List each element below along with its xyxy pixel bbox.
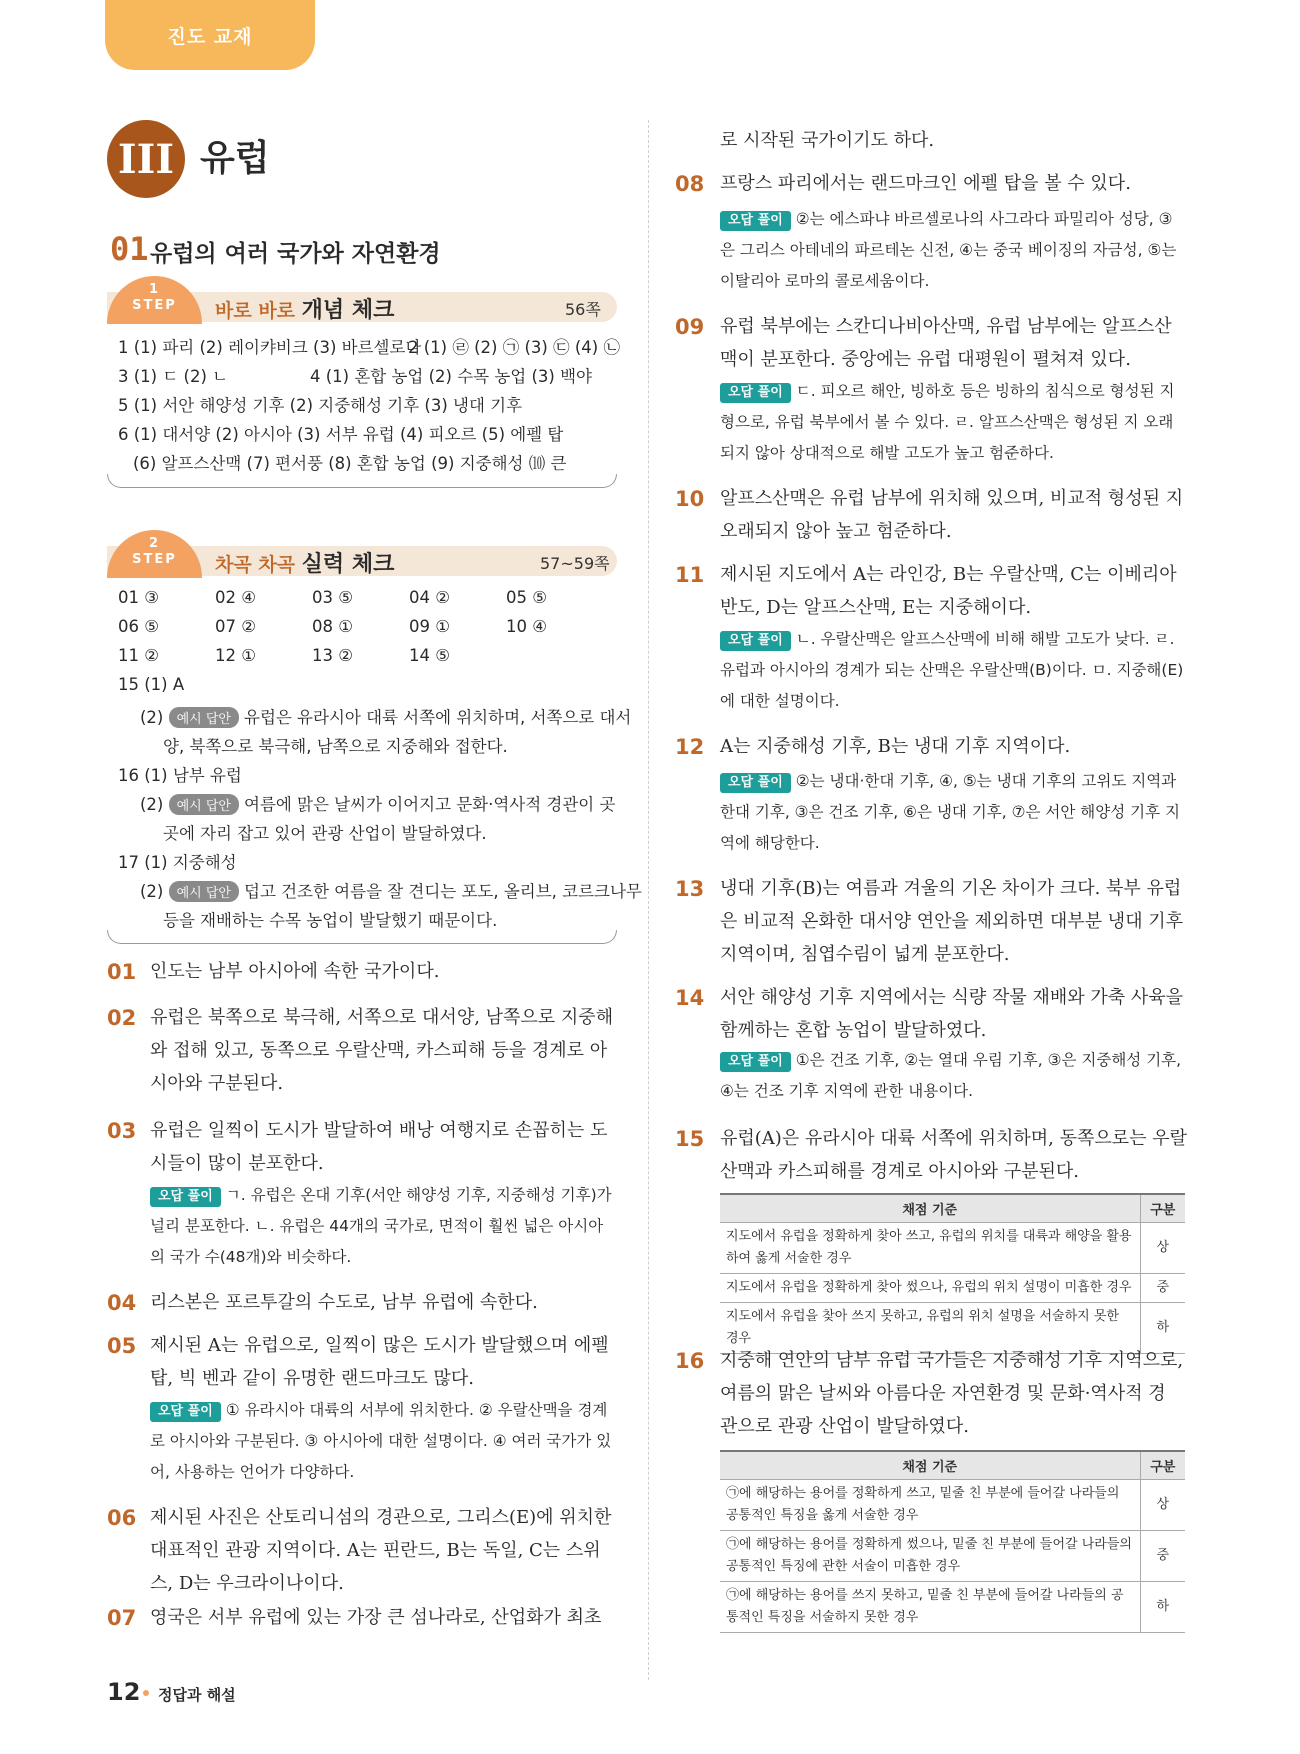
table-row <box>720 1480 1185 1531</box>
question-number: 02 <box>107 1006 137 1030</box>
wrong-answer-explanation: 오답 풀이 ①은 건조 기후, ②는 열대 우림 기후, ③은 지중해성 기후, ④는 건조 기후 지역에 관한 내용이다. <box>720 1051 1182 1100</box>
step2-l17b <box>140 878 642 902</box>
footer-label: 정답과 해설 <box>158 1686 236 1704</box>
question-number: 07 <box>107 1606 137 1630</box>
question-text: 냉대 기후(B)는 여름과 겨울의 기온 차이가 크다. 북부 유럽 은 비교적 온화한 대서양 연안을 제외하면 대부분 냉대 기후 지역이며, 침엽수림이 넓게 분포한다. <box>720 878 1184 965</box>
unit-number-badge: III <box>107 120 185 198</box>
wrong-answer-label: 오답 풀이 <box>720 383 791 403</box>
question-number: 15 <box>675 1127 705 1151</box>
wrong-answer-label: 오답 풀이 <box>720 211 791 231</box>
question-number: 03 <box>107 1119 137 1143</box>
step1-title-prefix: 바로 바로 <box>215 300 302 322</box>
step2-l16b-text: 여름에 맑은 날씨가 이어지고 문화·역사적 경관이 곳 <box>244 795 616 814</box>
step2-grid-cell: 14 ⑤ <box>409 646 451 665</box>
table-cell: 상 <box>1140 1480 1185 1531</box>
step2-l15b <box>140 704 631 728</box>
wrong-answer-label: 오답 풀이 <box>720 631 791 651</box>
question-text: 인도는 남부 아시아에 속한 국가이다. <box>150 961 440 982</box>
step1-line-5: 5 (1) 서안 해양성 기후 (2) 지중해성 기후 (3) 냉대 기후 <box>118 396 523 415</box>
question-text: 유럽은 일찍이 도시가 발달하여 배낭 여행지로 손꼽히는 도 시들이 많이 분포한다. <box>150 1120 608 1174</box>
wrong-answer-label: 오답 풀이 <box>150 1402 221 1422</box>
question-number: 13 <box>675 877 705 901</box>
question-text: 리스본은 포르투갈의 수도로, 남부 유럽에 속한다. <box>150 1292 538 1313</box>
table-cell: ㉠에 해당하는 용어를 정확하게 썼으나, 밑줄 친 부분에 들어갈 나라들의 공통적인 특징에 관한 서술이 미흡한 경우 <box>720 1531 1140 1582</box>
table-header: 구분 <box>1140 1194 1185 1223</box>
step2-l16b-num: (2) <box>140 795 164 814</box>
question-number: 12 <box>675 735 705 759</box>
question-number: 14 <box>675 986 705 1010</box>
table-cell: 하 <box>1140 1303 1185 1354</box>
step1-line-3: 3 (1) ㄷ (2) ㄴ <box>118 367 229 386</box>
question-number: 09 <box>675 315 705 339</box>
table-row <box>720 1274 1185 1303</box>
step2-box-bottom <box>107 930 617 944</box>
step2-grid-cell: 07 ② <box>215 617 257 636</box>
step1-page-ref: 56쪽 <box>565 300 601 319</box>
step1-line-4: 4 (1) 혼합 농업 (2) 수목 농업 (3) 백야 <box>310 367 592 386</box>
unit-title: 유럽 <box>200 138 270 179</box>
question-number: 10 <box>675 487 705 511</box>
question-text: 프랑스 파리에서는 랜드마크인 에펠 탑을 볼 수 있다. <box>720 173 1131 194</box>
table-row <box>720 1223 1185 1274</box>
step1-box-bottom <box>107 474 617 488</box>
step1-badge <box>107 276 202 324</box>
step2-title-main: 실력 체크 <box>301 552 395 577</box>
question-text: 지중해 연안의 남부 유럽 국가들은 지중해성 기후 지역으로, 여름의 맑은 날씨와 아름다운 자연환경 및 문화·역사적 경 관으로 관광 산업이 발달하였다. <box>720 1350 1184 1437</box>
wrong-answer-label: 오답 풀이 <box>150 1187 221 1207</box>
step2-l17b-num: (2) <box>140 882 164 901</box>
step2-grid-cell: 10 ④ <box>506 617 548 636</box>
example-answer-label: 예시 답안 <box>169 794 239 815</box>
table-header: 구분 <box>1140 1451 1185 1480</box>
step2-grid-cell: 03 ⑤ <box>312 588 354 607</box>
step2-badge-number: 2 <box>148 536 161 551</box>
step1-line-7: (6) 알프스산맥 (7) 편서풍 (8) 혼합 농업 (9) 지중해성 ⑽ 큰 <box>133 454 567 473</box>
table-cell: ㉠에 해당하는 용어를 쓰지 못하고, 밑줄 친 부분에 들어갈 나라들의 공통적인 특징을 서술하지 못한 경우 <box>720 1582 1140 1633</box>
question-text: 영국은 서부 유럽에 있는 가장 큰 섬나라로, 산업화가 최초 <box>150 1607 602 1628</box>
question-text: 서안 해양성 기후 지역에서는 식량 작물 재배와 가축 사육을 함께하는 혼합 농업이 발달하였다. <box>720 987 1184 1041</box>
step2-grid-cell: 12 ① <box>215 646 257 665</box>
section-number: 01 <box>110 230 149 268</box>
wrong-answer-explanation: 오답 풀이 ① 유라시아 대륙의 서부에 위치한다. ② 우랄산맥을 경계 로 아시아와 구분된다. ③ 아시아에 대한 설명이다. ④ 여러 국가가 있 어, 사용하는 언어가 다양하다. <box>150 1401 612 1481</box>
page-number: 12 <box>107 1678 141 1706</box>
step2-l16a: 16 (1) 남부 유럽 <box>118 766 242 785</box>
question-text: 유럽은 북쪽으로 북극해, 서쪽으로 대서양, 남쪽으로 지중해 와 접해 있고, 동쪽으로 우랄산맥, 카스피해 등을 경계로 아 시아와 구분된다. <box>150 1007 614 1094</box>
step1-badge-number: 1 <box>148 282 161 297</box>
step1-badge-label: STEP <box>132 298 177 313</box>
step2-grid-cell: 06 ⑤ <box>118 617 160 636</box>
question-text: 로 시작된 국가이기도 하다. <box>720 130 935 151</box>
table-header: 채점 기준 <box>720 1194 1140 1223</box>
question-text: 제시된 사진은 산토리니섬의 경관으로, 그리스(E)에 위치한 대표적인 관광 지역이다. A는 핀란드, B는 독일, C는 스위 스, D는 우크라이나이다. <box>150 1507 612 1594</box>
table-cell: 지도에서 유럽을 찾아 쓰지 못하고, 유럽의 위치 설명을 서술하지 못한 경우 <box>720 1303 1140 1354</box>
step2-grid-cell: 05 ⑤ <box>506 588 548 607</box>
wrong-answer-explanation: 오답 풀이 ②는 냉대·한대 기후, ④, ⑤는 냉대 기후의 고위도 지역과 한대 기후, ③은 건조 기후, ⑥은 냉대 기후, ⑦은 서안 해양성 기후 지 역에 해당한다. <box>720 772 1180 852</box>
question-number: 01 <box>107 960 137 984</box>
section-title: 유럽의 여러 국가와 자연환경 <box>150 241 441 267</box>
step2-l17a: 17 (1) 지중해성 <box>118 853 237 872</box>
step1-line-1: 1 (1) 파리 (2) 레이캬비크 (3) 바르셀로나 <box>118 338 422 357</box>
question-number: 16 <box>675 1349 705 1373</box>
table-row <box>720 1531 1185 1582</box>
table-cell: 지도에서 유럽을 정확하게 찾아 쓰고, 유럽의 위치를 대륙과 해양을 활용하여 옳게 서술한 경우 <box>720 1223 1140 1274</box>
step1-title-main: 개념 체크 <box>301 298 395 323</box>
step1-title <box>215 293 394 324</box>
scoring-table-16 <box>720 1450 1185 1633</box>
question-number: 11 <box>675 563 705 587</box>
step2-l17b-text: 덥고 건조한 여름을 잘 견디는 포도, 올리브, 코르크나무 <box>244 882 642 901</box>
question-text: A는 지중해성 기후, B는 냉대 기후 지역이다. <box>720 736 1071 757</box>
wrong-answer-label: 오답 풀이 <box>720 773 791 793</box>
step2-grid-cell: 01 ③ <box>118 588 160 607</box>
wrong-answer-explanation: 오답 풀이 ㄷ. 피오르 해안, 빙하호 등은 빙하의 침식으로 형성된 지 형으로, 유럽 북부에서 볼 수 있다. ㄹ. 알프스산맥은 형성된 지 오래 되지 않아 상대적으로 해발 고도가 높고 험준하다. <box>720 382 1175 462</box>
question-text: 제시된 A는 유럽으로, 일찍이 많은 도시가 발달했으며 에펠 탑, 빅 벤과 같이 유명한 랜드마크도 많다. <box>150 1335 609 1389</box>
question-number: 06 <box>107 1506 137 1530</box>
step2-l17c: 등을 재배하는 수목 농업이 발달했기 때문이다. <box>163 911 498 930</box>
table-cell: 중 <box>1140 1274 1185 1303</box>
table-row <box>720 1582 1185 1633</box>
header-tab: 진도 교재 <box>105 0 315 70</box>
question-text: 알프스산맥은 유럽 남부에 위치해 있으며, 비교적 형성된 지 오래되지 않아 높고 험준하다. <box>720 488 1184 542</box>
example-answer-label: 예시 답안 <box>169 707 239 728</box>
step2-l15b-text: 유럽은 유라시아 대륙 서쪽에 위치하며, 서쪽으로 대서 <box>244 708 632 727</box>
scoring-table-15 <box>720 1193 1185 1354</box>
question-number: 04 <box>107 1291 137 1315</box>
step2-grid-cell: 08 ① <box>312 617 354 636</box>
table-cell: 지도에서 유럽을 정확하게 찾아 썼으나, 유럽의 위치 설명이 미흡한 경우 <box>720 1274 1140 1303</box>
step2-title-prefix: 차곡 차곡 <box>215 554 302 576</box>
step2-grid-cell: 13 ② <box>312 646 354 665</box>
column-divider <box>648 120 649 1680</box>
step2-l15b-num: (2) <box>140 708 164 727</box>
question-text: 유럽(A)은 유라시아 대륙 서쪽에 위치하며, 동쪽으로는 우랄 산맥과 카스피해를 경계로 아시아와 구분된다. <box>720 1128 1188 1182</box>
question-number: 05 <box>107 1334 137 1358</box>
step1-line-6: 6 (1) 대서양 (2) 아시아 (3) 서부 유럽 (4) 피오르 (5) 에펠 탑 <box>118 425 564 444</box>
wrong-answer-label: 오답 풀이 <box>720 1052 791 1072</box>
step2-grid-cell: 09 ① <box>409 617 451 636</box>
table-cell: 하 <box>1140 1582 1185 1633</box>
question-text: 제시된 지도에서 A는 라인강, B는 우랄산맥, C는 이베리아 반도, D는 알프스산맥, E는 지중해이다. <box>720 564 1177 618</box>
table-header: 채점 기준 <box>720 1451 1140 1480</box>
table-cell: 상 <box>1140 1223 1185 1274</box>
step2-grid-cell: 11 ② <box>118 646 160 665</box>
step2-grid-cell: 02 ④ <box>215 588 257 607</box>
question-text: 유럽 북부에는 스칸디나비아산맥, 유럽 남부에는 알프스산 맥이 분포한다. 중앙에는 유럽 대평원이 펼쳐져 있다. <box>720 316 1172 370</box>
question-number: 08 <box>675 172 705 196</box>
step2-l15a: 15 (1) A <box>118 675 185 694</box>
table-cell: 중 <box>1140 1531 1185 1582</box>
step2-badge-label: STEP <box>132 552 177 567</box>
example-answer-label: 예시 답안 <box>169 881 239 902</box>
wrong-answer-explanation: 오답 풀이 ㄴ. 우랄산맥은 알프스산맥에 비해 해발 고도가 낮다. ㄹ. 유럽과 아시아의 경계가 되는 산맥은 우랄산맥(B)이다. ㅁ. 지중해(E) 에 대한 설명이다. <box>720 630 1184 710</box>
step2-l15c: 양, 북쪽으로 북극해, 남쪽으로 지중해와 접한다. <box>163 737 508 756</box>
step2-grid-cell: 04 ② <box>409 588 451 607</box>
wrong-answer-explanation: 오답 풀이 ㄱ. 유럽은 온대 기후(서안 해양성 기후, 지중해성 기후)가 널리 분포한다. ㄴ. 유럽은 44개의 국가로, 면적이 훨씬 넓은 아시아 의 국가 수(48개)와 비슷하다. <box>150 1186 612 1266</box>
step2-badge <box>107 530 202 578</box>
table-cell: ㉠에 해당하는 용어를 정확하게 쓰고, 밑줄 친 부분에 들어갈 나라들의 공통적인 특징을 옳게 서술한 경우 <box>720 1480 1140 1531</box>
wrong-answer-explanation: 오답 풀이 ②는 에스파냐 바르셀로나의 사그라다 파밀리아 성당, ③ 은 그리스 아테네의 파르테논 신전, ④는 중국 베이징의 자금성, ⑤는 이탈리아 로마의 콜로세움이다. <box>720 210 1177 290</box>
step2-l16c: 곳에 자리 잡고 있어 관광 산업이 발달하였다. <box>163 824 487 843</box>
step1-line-2: 2 (1) ㉣ (2) ㉠ (3) ㉢ (4) ㉡ <box>408 338 620 357</box>
step2-page-ref: 57~59쪽 <box>540 554 610 573</box>
step2-title <box>215 547 394 578</box>
step2-l16b <box>140 791 615 815</box>
footer-dot-icon <box>143 1690 149 1696</box>
